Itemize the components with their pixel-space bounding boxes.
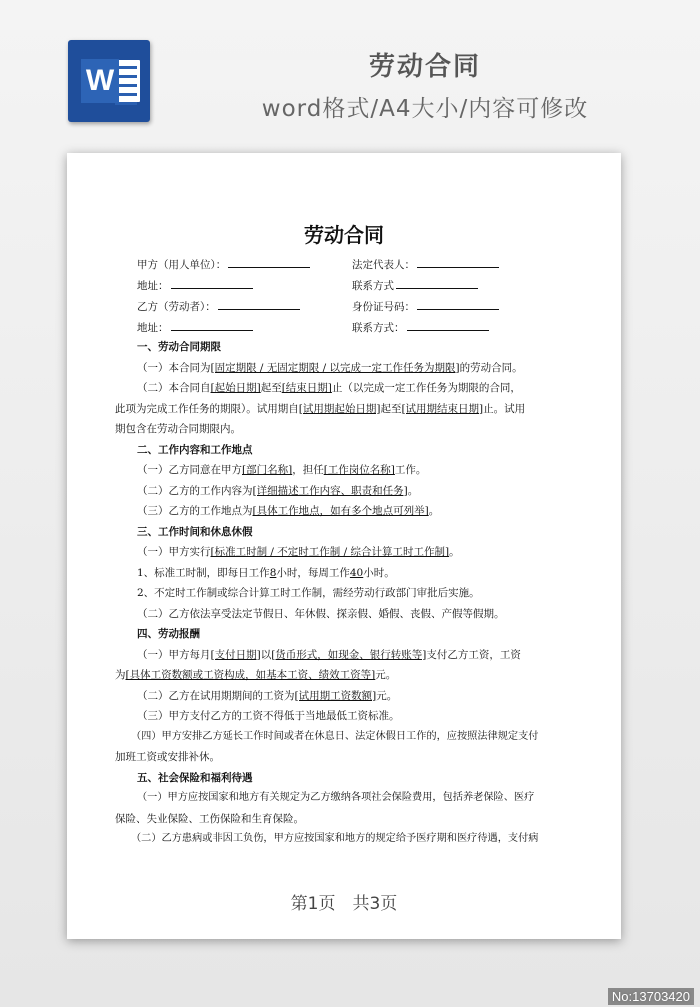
field-party-b: 乙方（劳动者）：	[137, 299, 300, 314]
field-contact-1: 联系方式	[352, 278, 478, 293]
paragraph: 保险、失业保险、工伤保险和生育保险。	[115, 812, 304, 825]
paragraph: （一）本合同为[固定期限 / 无固定期限 / 以完成一定工作任务为期限]的劳动合同。	[137, 361, 523, 374]
paragraph: 1、标准工时制，即每日工作8小时，每周工作40小时。	[137, 566, 395, 579]
word-icon-letter: W	[81, 59, 119, 103]
paragraph: 为[具体工资数额或工资构成，如基本工资、绩效工资等]元。	[115, 669, 397, 681]
field-party-a: 甲方（用人单位）：	[137, 257, 310, 272]
paragraph: （三）甲方支付乙方的工资不得低于当地最低工资标准。	[137, 710, 400, 722]
paragraph: （一）甲方应按国家和地方有关规定为乙方缴纳各项社会保险费用，包括养老保险、医疗	[137, 792, 535, 803]
paragraph: （二）乙方在试用期期间的工资为[试用期工资数额]元。	[137, 689, 398, 702]
paragraph: （二）乙方依法享受法定节假日、年休假、探亲假、婚假、丧假、产假等假期。	[137, 607, 505, 620]
paragraph: 期包含在劳动合同期限内。	[115, 423, 241, 435]
section-5-title: 五、社会保险和福利待遇	[137, 771, 253, 784]
page-footer: 第1页 共3页	[290, 894, 398, 914]
paragraph: 加班工资或安排补休。	[115, 751, 220, 763]
field-address-1: 地址：	[137, 278, 253, 293]
paragraph: （一）甲方实行[标准工时制 / 不定时工作制 / 综合计算工时工作制]。	[137, 546, 460, 558]
field-legal-rep: 法定代表人：	[352, 257, 499, 272]
section-3-title: 三、工作时间和休息休假	[137, 525, 253, 538]
section-1-title: 一、劳动合同期限	[137, 341, 221, 353]
field-address-2: 地址：	[137, 320, 253, 335]
paragraph: 2、不定时工作制或综合计算工时工作制，需经劳动行政部门审批后实施。	[137, 587, 480, 599]
document-title: 劳动合同	[304, 223, 384, 247]
paragraph: （一）甲方每月[支付日期]以[货币形式，如现金、银行转账等]支付乙方工资，工资	[137, 648, 521, 661]
paragraph: （二）本合同自[起始日期]起至[结束日期]止（以完成一定工作任务为期限的合同，	[137, 382, 521, 394]
paragraph: （四）甲方安排乙方延长工作时间或者在休息日、法定休假日工作的，应按照法律规定支付	[131, 730, 539, 742]
document-page	[67, 153, 621, 939]
section-2-title: 二、工作内容和工作地点	[137, 443, 253, 456]
header-title: 劳动合同	[368, 52, 481, 82]
image-number: No:13703420	[608, 988, 694, 1005]
paragraph: 此项为完成工作任务的期限）。试用期自[试用期起始日期]起至[试用期结束日期]止。试用	[115, 402, 526, 415]
word-icon	[68, 40, 150, 122]
paragraph: （一）乙方同意在甲方[部门名称]，担任[工作岗位名称]工作。	[137, 464, 427, 476]
paragraph: （三）乙方的工作地点为[具体工作地点，如有多个地点可列举]。	[137, 505, 440, 517]
field-contact-2: 联系方式：	[352, 320, 489, 335]
paragraph: （二）乙方患病或非因工负伤，甲方应按国家和地方的规定给予医疗期和医疗待遇，支付病	[131, 833, 539, 844]
field-id-number: 身份证号码：	[352, 299, 499, 314]
paragraph: （二）乙方的工作内容为[详细描述工作内容、职责和任务]。	[137, 484, 419, 497]
document-body	[115, 337, 575, 850]
header-subtitle: word格式/A4大小/内容可修改	[261, 96, 589, 122]
section-4-title: 四、劳动报酬	[137, 628, 200, 640]
